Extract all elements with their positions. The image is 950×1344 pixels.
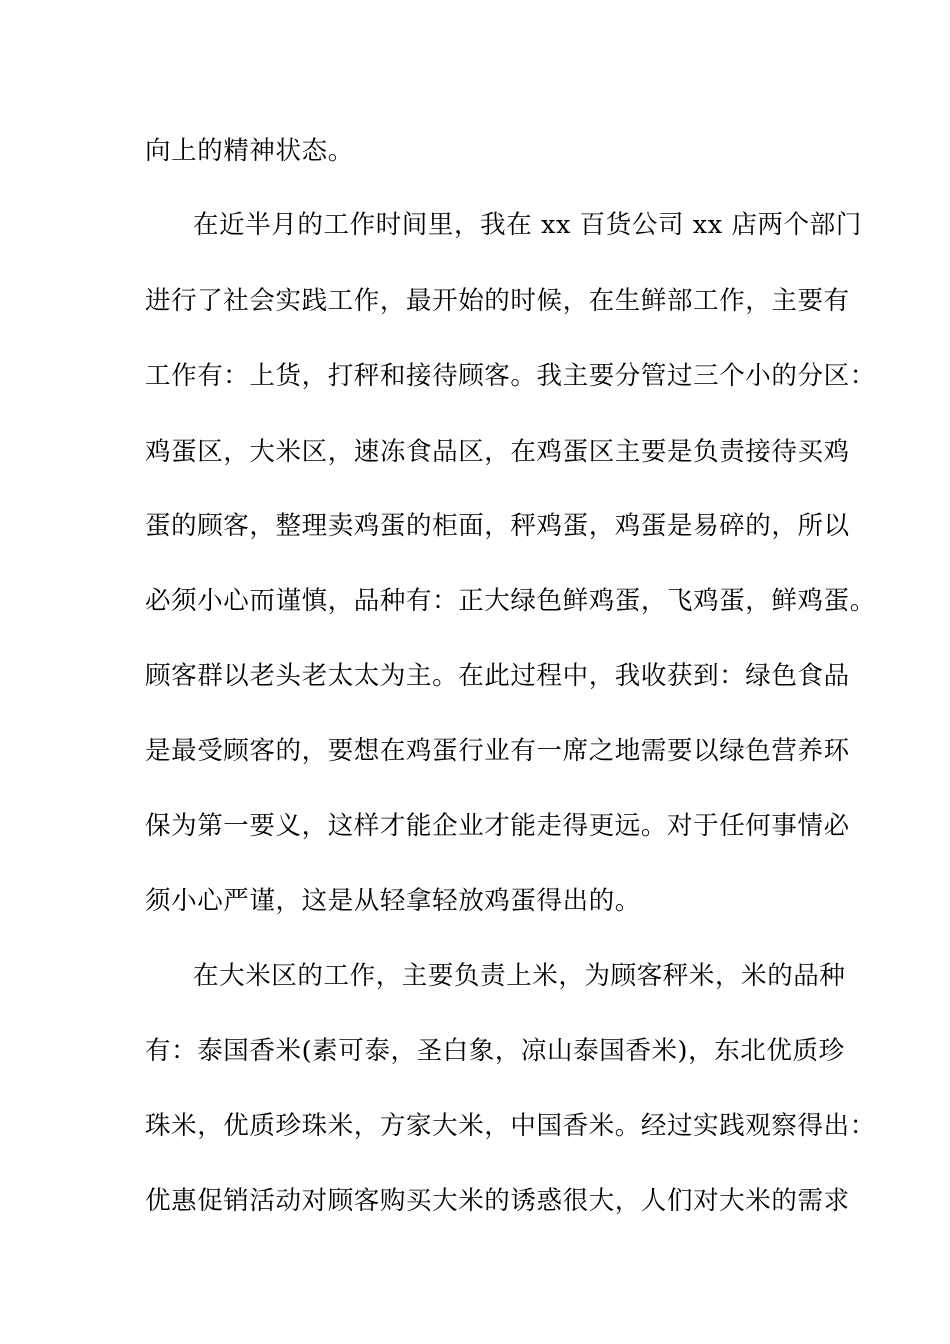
paragraph-1-line-9: 保为第一要义，这样才能企业才能走得更远。对于任何事情必 xyxy=(145,811,850,841)
paragraph-1-line-10: 须小心严谨，这是从轻拿轻放鸡蛋得出的。 xyxy=(145,886,641,916)
paragraph-1-line-1: 在近半月的工作时间里，我在 xx 百货公司 xx 店两个部门 xyxy=(193,210,862,240)
text-line-1: 向上的精神状态。 xyxy=(145,136,354,166)
paragraph-2-line-4: 优惠促销活动对顾客购买大米的诱惑很大，人们对大米的需求 xyxy=(145,1186,850,1216)
paragraph-1-line-3: 工作有：上货，打秤和接待顾客。我主要分管过三个小的分区： xyxy=(145,361,876,391)
paragraph-1-line-2: 进行了社会实践工作，最开始的时候，在生鲜部工作，主要有 xyxy=(145,286,850,316)
paragraph-1-line-5: 蛋的顾客，整理卖鸡蛋的柜面，秤鸡蛋，鸡蛋是易碎的，所以 xyxy=(145,511,850,541)
paragraph-1-line-8: 是最受顾客的，要想在鸡蛋行业有一席之地需要以绿色营养环 xyxy=(145,736,850,766)
paragraph-2-line-3: 珠米，优质珍珠米，方家大米，中国香米。经过实践观察得出： xyxy=(145,1111,876,1141)
paragraph-1-line-6: 必须小心而谨慎，品种有：正大绿色鲜鸡蛋，飞鸡蛋，鲜鸡蛋。 xyxy=(145,586,876,616)
paragraph-2-line-1: 在大米区的工作，主要负责上米，为顾客秤米，米的品种 xyxy=(193,961,846,991)
paragraph-2-line-2: 有：泰国香米(素可泰，圣白象，凉山泰国香米)，东北优质珍 xyxy=(145,1036,845,1066)
paragraph-1-line-4: 鸡蛋区，大米区，速冻食品区，在鸡蛋区主要是负责接待买鸡 xyxy=(145,437,850,467)
paragraph-1-line-7: 顾客群以老头老太太为主。在此过程中，我收获到：绿色食品 xyxy=(145,661,850,691)
